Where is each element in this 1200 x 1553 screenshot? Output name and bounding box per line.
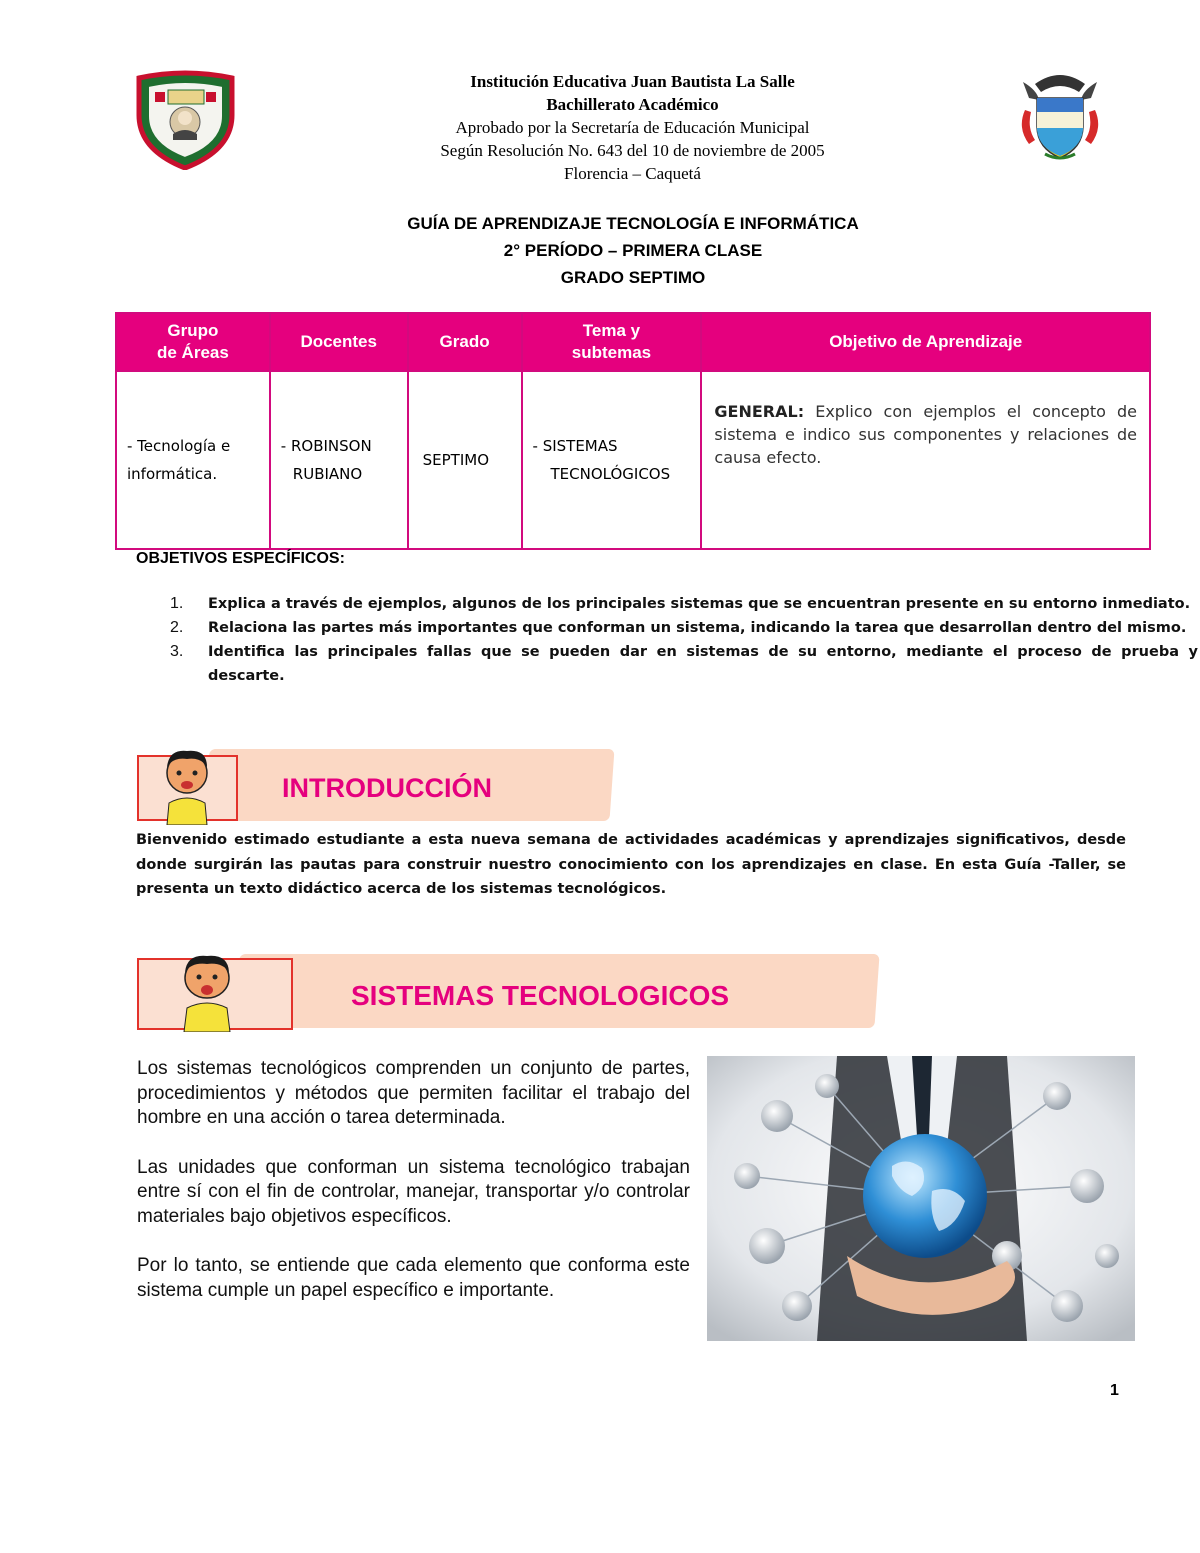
cell-objective: [701, 371, 1150, 549]
guide-grade: GRADO SEPTIMO: [560, 268, 706, 287]
intro-paragraph: Bienvenido estimado estudiante a esta nueva semana de actividades académicas y aprendizajes significativos, desde donde surgirán las pautas para construir nuestro conocimiento con los aprendizajes en clase. En esta Guía -Taller, se presenta un texto didáctico acerca de los sistemas tecnológicos.: [136, 832, 1126, 897]
topic-line1: - SISTEMAS: [532, 437, 618, 455]
header-grade: Grado: [408, 313, 522, 371]
header-topic: [522, 313, 702, 371]
list-item-number: 3.: [170, 643, 184, 660]
cell-area: [116, 371, 270, 549]
specific-objectives-list: [136, 592, 1198, 688]
intro-banner: [137, 745, 617, 825]
cell-topic: [522, 371, 702, 549]
technology-network-photo: [707, 1056, 1135, 1341]
cell-grade: [408, 371, 522, 549]
guide-period: 2° PERÍODO – PRIMERA CLASE: [503, 241, 763, 260]
specific-objectives-title: OBJETIVOS ESPECÍFICOS:: [136, 550, 345, 567]
systems-heading: SISTEMAS TECNOLOGICOS: [351, 980, 730, 1011]
list-item-text: Explica a través de ejemplos, algunos de los principales sistemas que se encuentran presente en su entorno inmediato.: [208, 596, 1191, 612]
objective-text: Explico con ejemplos el concepto de sistema e indico sus componentes y relaciones de causa efecto.: [714, 402, 1137, 467]
resolution-line: Según Resolución No. 643 del 10 de noviembre de 2005: [440, 141, 825, 160]
institution-name: Institución Educativa Juan Bautista La Salle: [470, 72, 795, 91]
guide-title-block: [250, 210, 1016, 291]
list-item-text: Identifica las principales fallas que se pueden dar en sistemas de su entorno, mediante el proceso de prueba y descarte.: [208, 644, 1198, 684]
list-item: [170, 592, 1198, 616]
intro-heading: INTRODUCCIÓN: [282, 773, 492, 803]
school-shield-logo: [133, 70, 238, 170]
course-info-table: [115, 312, 1151, 550]
table-header-row: [116, 313, 1150, 371]
program-name: Bachillerato Académico: [546, 95, 719, 114]
header-topic-line2: subtemas: [571, 343, 652, 362]
objective-label: GENERAL:: [714, 402, 805, 421]
header-group-areas: [116, 313, 270, 371]
area-line1: - Tecnología e: [127, 437, 231, 455]
colombia-coat-of-arms-logo: [1015, 70, 1105, 165]
systems-text: [137, 1057, 690, 1328]
teacher-line1: - ROBINSON: [280, 437, 372, 455]
header-group-line2: de Áreas: [156, 343, 229, 362]
systems-banner: [137, 950, 882, 1032]
cell-teacher: [270, 371, 408, 549]
systems-paragraph-1: Los sistemas tecnológicos comprenden un conjunto de partes, procedimientos y métodos que permiten facilitar el trabajo del hombre en una acción o tarea determinada.: [137, 1058, 690, 1128]
systems-paragraph-2: Las unidades que conforman un sistema tecnológico trabajan entre sí con el fin de controlar, manejar, transportar y/o controlar materiales bajo objetivos específicos.: [137, 1156, 690, 1227]
list-item: [170, 616, 1198, 640]
header-objective: Objetivo de Aprendizaje: [701, 313, 1150, 371]
list-item: [170, 640, 1198, 688]
school-header: [300, 70, 965, 185]
header-teachers: Docentes: [270, 313, 408, 371]
approval-line: Aprobado por la Secretaría de Educación Municipal: [455, 118, 810, 137]
guide-title: GUÍA DE APRENDIZAJE TECNOLOGÍA E INFORMÁTICA: [407, 214, 859, 233]
header-group-line1: Grupo: [167, 321, 219, 340]
page-number: 1: [1110, 1382, 1119, 1399]
area-line2: informática.: [127, 465, 218, 483]
location-line: Florencia – Caquetá: [564, 164, 701, 183]
list-item-number: 2.: [170, 619, 184, 636]
teacher-line2: RUBIANO: [292, 465, 363, 483]
grade-value: SEPTIMO: [422, 451, 490, 469]
list-item-text: Relaciona las partes más importantes que conforman un sistema, indicando la tarea que desarrollan dentro del mismo.: [208, 620, 1187, 636]
list-item-number: 1.: [170, 595, 184, 612]
student-character-icon: [172, 950, 242, 1032]
student-character-icon: [157, 745, 217, 825]
topic-line2: TECNOLÓGICOS: [550, 465, 671, 483]
header-topic-line1: Tema y: [582, 321, 641, 340]
systems-paragraph-3: Por lo tanto, se entiende que cada elemento que conforma este sistema cumple un papel específico e importante.: [137, 1255, 690, 1301]
table-row: [116, 371, 1150, 549]
